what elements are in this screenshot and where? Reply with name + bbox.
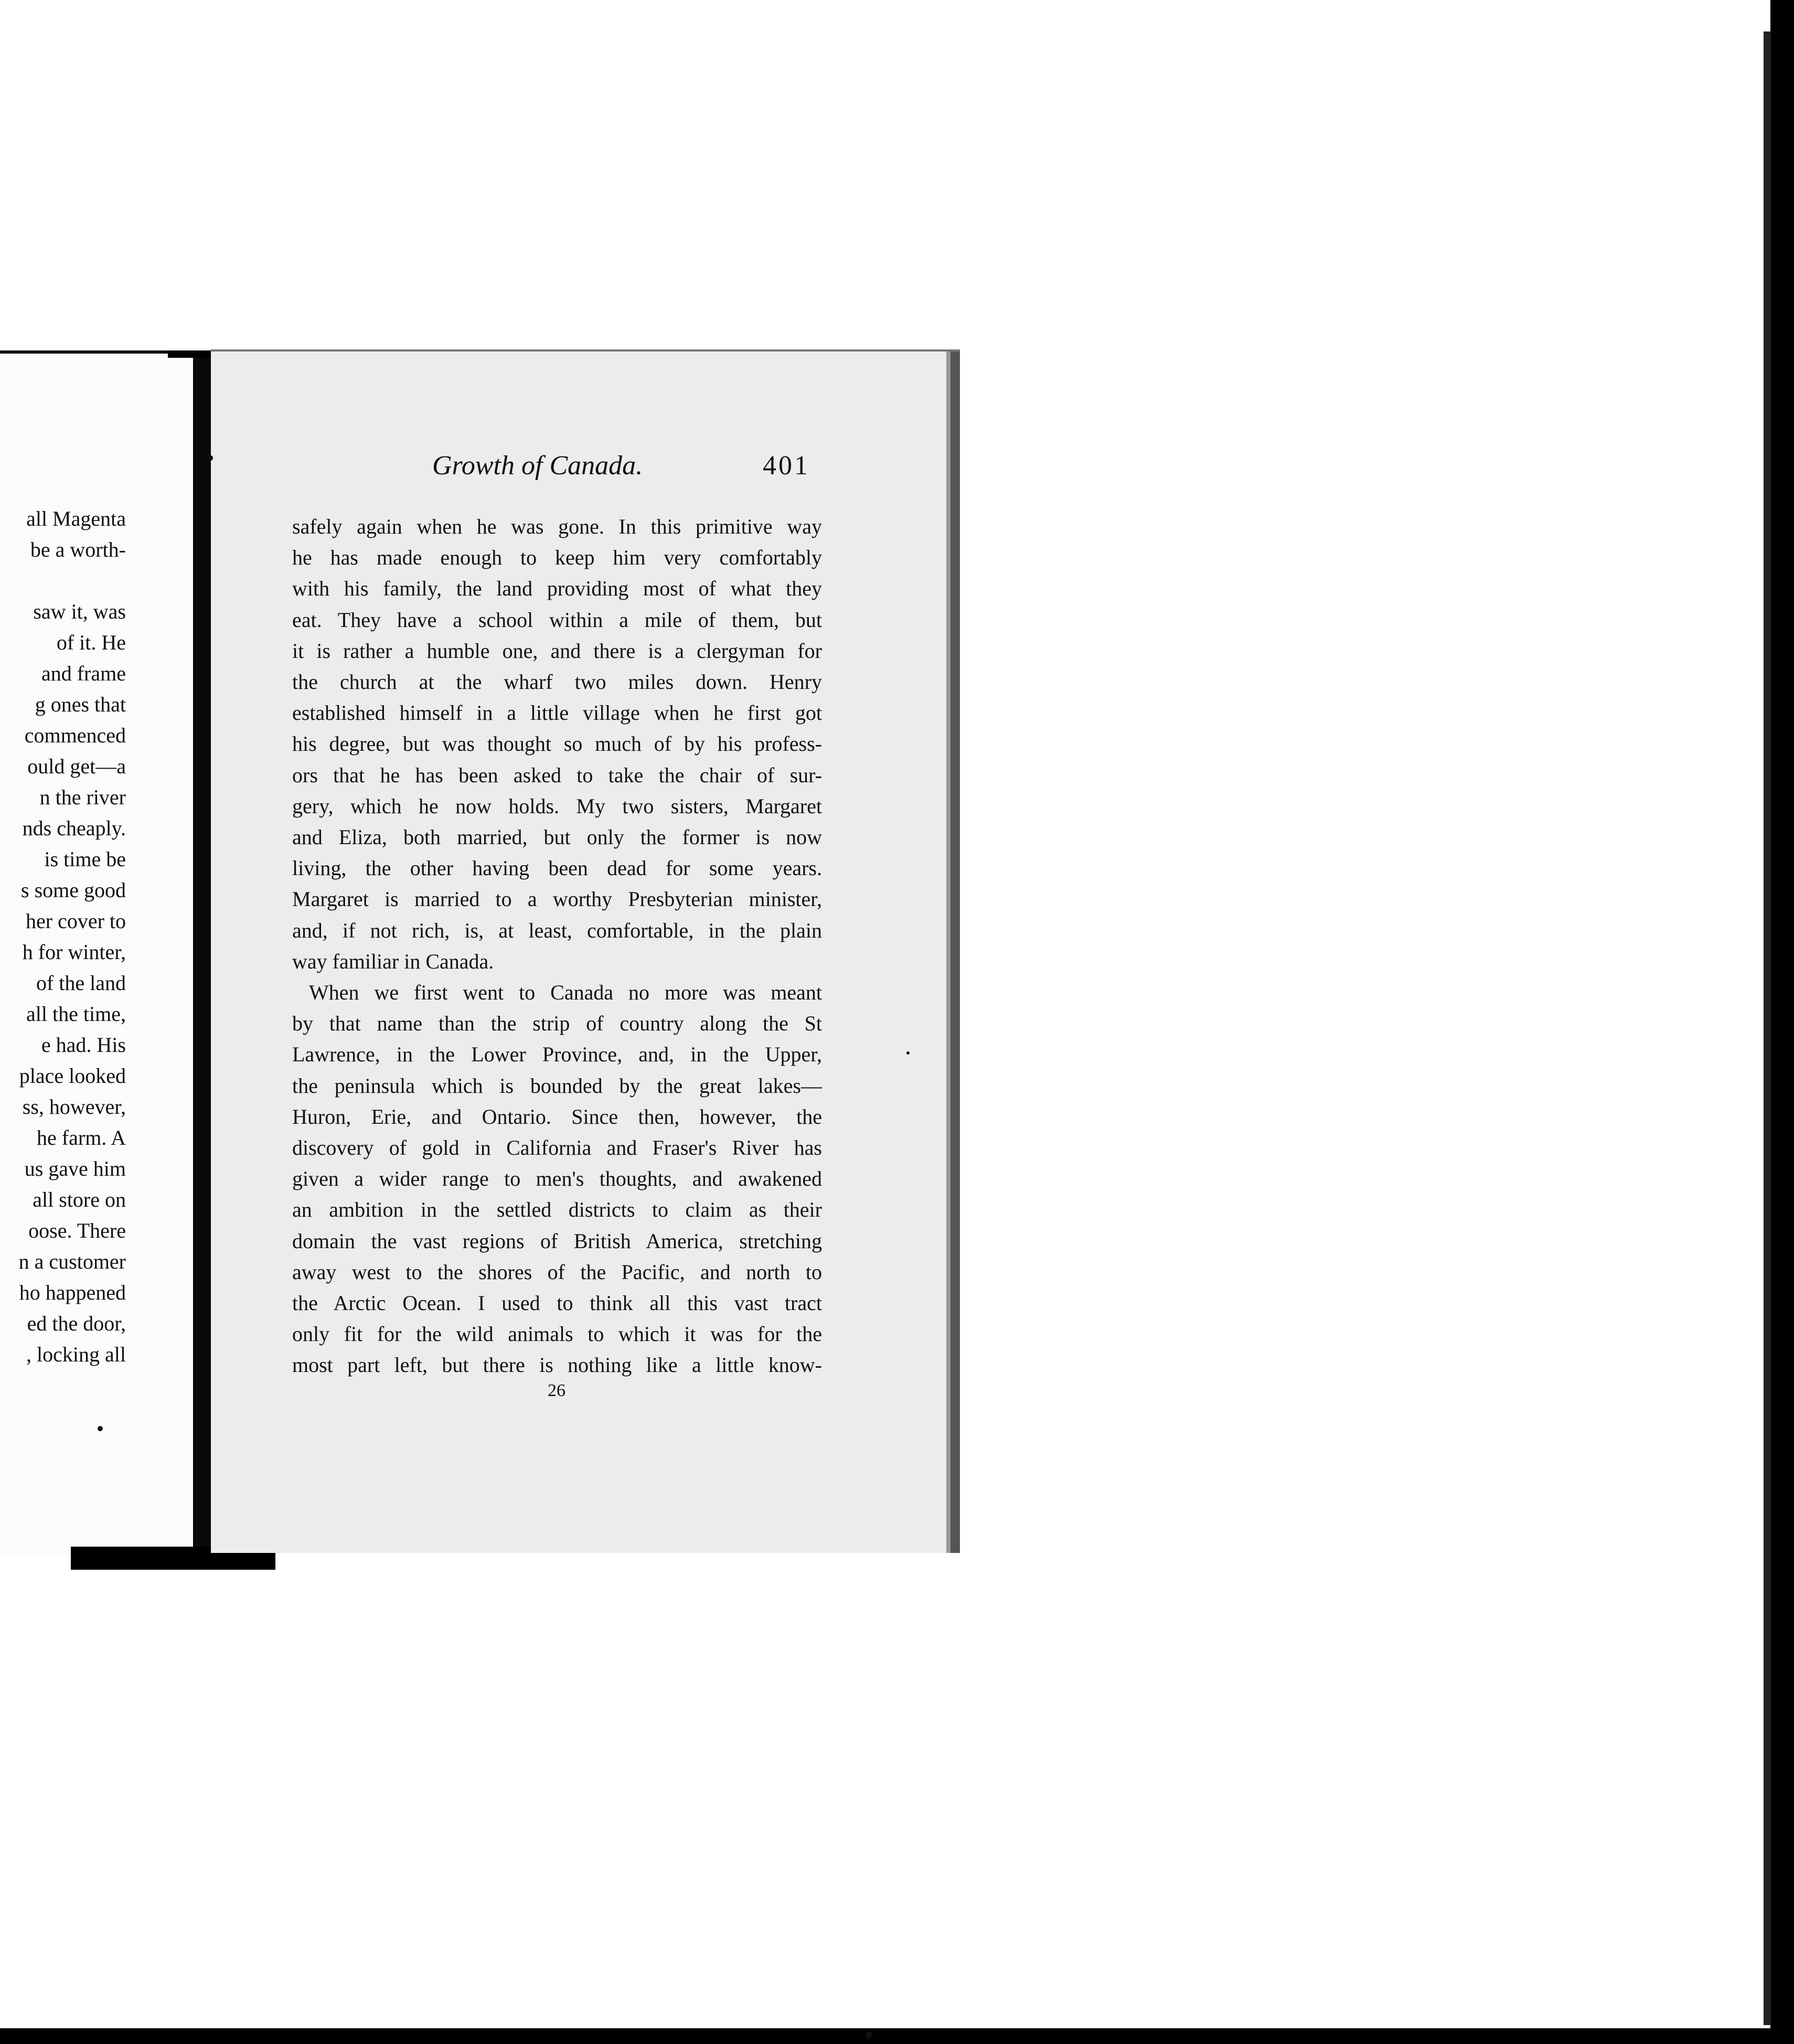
text-line: given a wider range to men's thoughts, and awakened: [292, 1167, 822, 1191]
text-line: an ambition in the settled districts to claim as their: [292, 1198, 822, 1222]
left-line: commenced: [24, 723, 126, 747]
text-line: with his family, the land providing most of what they: [292, 577, 822, 601]
text-line: it is rather a humble one, and there is a clergyman for: [292, 638, 822, 663]
left-line: nds cheaply.: [22, 816, 126, 840]
scan-speck: [209, 455, 213, 461]
left-line: her cover to: [25, 909, 126, 933]
text-line: the Arctic Ocean. I used to think all this vast tract: [292, 1291, 822, 1315]
text-line: by that name than the strip of country along the St: [292, 1012, 822, 1036]
text-line: living, the other having been dead for some years.: [292, 856, 822, 880]
text-line: he has made enough to keep him very comfortably: [292, 546, 822, 570]
left-line: ed the door,: [27, 1312, 126, 1335]
left-line: be a worth-: [30, 538, 126, 561]
left-line-gap: [0, 565, 126, 596]
scan-speck: [906, 1051, 910, 1055]
book-gutter: [193, 350, 211, 1552]
scan-speck: [866, 2031, 872, 2039]
text-line: Margaret is married to a worthy Presbyterian minister,: [292, 887, 822, 911]
left-line: of it. He: [56, 631, 126, 654]
left-line: all the time,: [26, 1002, 126, 1026]
left-line: ould get—a: [27, 754, 126, 778]
text-line: and Eliza, both married, but only the former is now: [292, 825, 822, 849]
left-line: and frame: [41, 662, 126, 685]
text-line: domain the vast regions of British America, stretching: [292, 1229, 822, 1253]
left-line: all Magenta: [26, 507, 126, 530]
scan-speck: [98, 1426, 103, 1431]
body-text: [292, 511, 822, 1381]
text-line: the church at the wharf two miles down. Henry: [292, 670, 822, 694]
running-head: [432, 450, 810, 481]
text-line: safely again when he was gone. In this primitive way: [292, 515, 822, 538]
left-line: is time be: [44, 847, 126, 871]
left-line: he farm. A: [37, 1126, 126, 1149]
left-line: place looked: [19, 1064, 126, 1088]
text-line: eat. They have a school within a mile of them, but: [292, 608, 822, 632]
running-title: Growth of Canada.: [432, 451, 643, 481]
left-page-fragment: [0, 350, 193, 1555]
text-line: ors that he has been asked to take the chair of sur-: [292, 763, 822, 787]
signature-mark: 26: [548, 1381, 565, 1400]
left-line: us gave him: [24, 1157, 126, 1180]
left-line: ss, however,: [22, 1095, 126, 1119]
left-page-text: [0, 503, 126, 1370]
left-line: ho happened: [19, 1281, 126, 1304]
text-line: his degree, but was thought so much of by his profess-: [292, 732, 822, 756]
text-line: and, if not rich, is, at least, comfortable, in the plain: [292, 918, 822, 942]
left-line: e had. His: [41, 1033, 126, 1057]
text-line: established himself in a little village when he first got: [292, 701, 822, 725]
left-line: of the land: [36, 971, 126, 995]
text-line: Huron, Erie, and Ontario. Since then, however, the: [292, 1104, 822, 1129]
text-line: discovery of gold in California and Fraser's River has: [292, 1136, 822, 1160]
left-line: s some good: [21, 878, 126, 902]
scanner-edge-shadow: [1764, 31, 1771, 2025]
text-line: gery, which he now holds. My two sisters, Margaret: [292, 794, 822, 818]
left-line: h for winter,: [22, 940, 126, 964]
scanner-edge-right: [1770, 0, 1794, 2044]
text-line: the peninsula which is bounded by the great lakes—: [292, 1073, 822, 1098]
left-line: saw it, was: [33, 600, 126, 623]
left-line: g ones that: [35, 693, 126, 716]
text-line: When we first went to Canada no more was meant: [309, 981, 822, 1005]
left-line: n a customer: [18, 1250, 126, 1273]
page-number: 401: [763, 451, 810, 481]
text-line: away west to the shores of the Pacific, and north to: [292, 1260, 822, 1284]
text-line: only fit for the wild animals to which it was for the: [292, 1322, 822, 1346]
text-line: most part left, but there is nothing like a little know-: [292, 1353, 822, 1377]
left-line: oose. There: [28, 1219, 126, 1242]
scanner-edge-bottom: [0, 2028, 1794, 2044]
right-page: [211, 349, 960, 1553]
left-line: n the river: [39, 785, 126, 809]
left-line: all store on: [33, 1188, 126, 1211]
left-line: , locking all: [26, 1343, 126, 1366]
text-line: way familiar in Canada.: [292, 949, 494, 973]
text-line: Lawrence, in the Lower Province, and, in the Upper,: [292, 1042, 822, 1067]
